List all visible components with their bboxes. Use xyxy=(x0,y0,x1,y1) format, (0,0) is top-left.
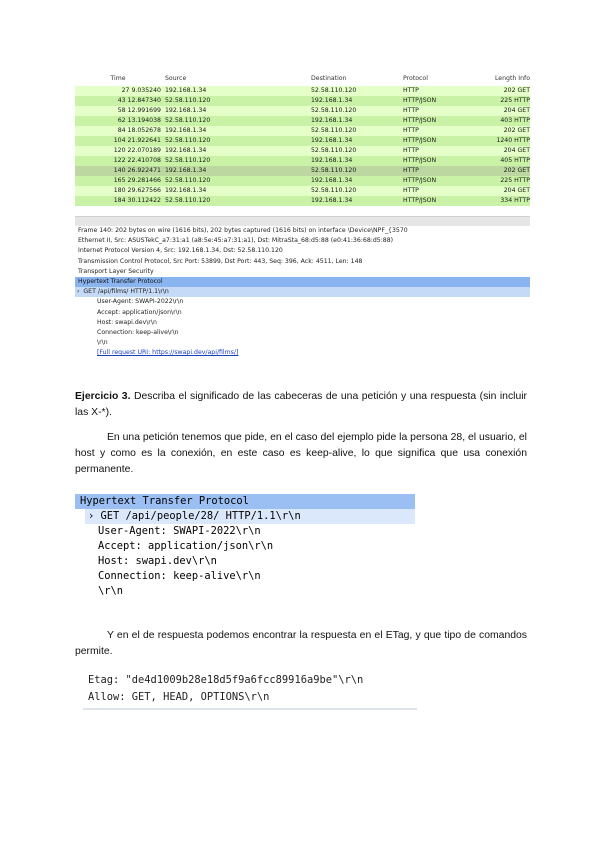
detail-request-line xyxy=(75,287,530,297)
packet-time: 120 22.070189 xyxy=(113,147,161,154)
packet-info: 204 GET xyxy=(503,187,530,194)
packet-info: 405 HTTP xyxy=(500,157,530,164)
packet-source: 192.168.1.34 xyxy=(165,87,207,94)
packet-time: 184 30.112422 xyxy=(113,197,161,204)
detail-full-uri xyxy=(75,348,530,358)
packet-destination: 192.168.1.34 xyxy=(311,197,353,204)
packet-protocol: HTTP/JSON xyxy=(403,197,437,204)
detail-header-user-agent: User-Agent: SWAPI-2022\r\n xyxy=(97,298,184,306)
packet-time: 140 26.922471 xyxy=(113,167,161,174)
packet-source: 192.168.1.34 xyxy=(165,127,207,134)
http-title: Hypertext Transfer Protocol xyxy=(75,494,415,509)
answer-response-paragraph: Y en el de respuesta podemos encontrar la respuesta en el ETag, y que tipo de comandos permite. xyxy=(75,630,527,657)
packet-source: 192.168.1.34 xyxy=(165,107,207,114)
chevron-right-icon: › xyxy=(88,510,101,522)
header-accept: Accept: application/json\r\n xyxy=(98,540,274,552)
packet-destination: 192.168.1.34 xyxy=(311,117,353,124)
detail-tls: Transport Layer Security xyxy=(78,267,154,275)
packet-source: 52.58.110.120 xyxy=(165,117,211,124)
packet-time: 62 13.194038 xyxy=(117,117,161,124)
packet-destination: 52.58.110.120 xyxy=(311,127,357,134)
packet-info: 1240 HTTP xyxy=(496,137,530,144)
packet-protocol: HTTP xyxy=(403,147,419,154)
packet-destination: 192.168.1.34 xyxy=(311,177,353,184)
detail-ip: Internet Protocol Version 4, Src: 192.168.1.34, Dst: 52.58.110.120 xyxy=(78,247,283,255)
packet-row[interactable] xyxy=(75,176,530,186)
request-line xyxy=(85,509,415,524)
response-headers-screenshot xyxy=(83,672,417,710)
header-host: Host: swapi.dev\r\n xyxy=(98,555,217,567)
packet-row[interactable] xyxy=(75,106,530,116)
packet-source: 192.168.1.34 xyxy=(165,147,207,154)
request-headers-screenshot xyxy=(75,494,415,612)
packet-source: 52.58.110.120 xyxy=(165,157,211,164)
packet-protocol: HTTP/JSON xyxy=(403,157,437,164)
packet-list-header xyxy=(75,72,530,86)
packet-source: 52.58.110.120 xyxy=(165,197,211,204)
detail-tcp: Transmission Control Protocol, Src Port: 53899, Dst Port: 443, Seq: 396, Ack: 4511, Len: 148 xyxy=(78,257,363,265)
packet-info: 225 HTTP xyxy=(500,177,530,184)
packet-destination: 192.168.1.34 xyxy=(311,157,353,164)
packet-protocol: HTTP/JSON xyxy=(403,97,437,104)
packet-destination: 52.58.110.120 xyxy=(311,107,357,114)
detail-frame: Frame 140: 202 bytes on wire (1616 bits), 202 bytes captured (1616 bits) on interface \Device\NPF_{3570 xyxy=(78,227,408,234)
packet-capture-screenshot xyxy=(75,72,530,374)
detail-header-connection: Connection: keep-alive\r\n xyxy=(97,328,179,336)
packet-source: 192.168.1.34 xyxy=(165,167,207,174)
detail-http: Hypertext Transfer Protocol xyxy=(75,277,530,287)
packet-row[interactable] xyxy=(75,126,530,136)
packet-protocol: HTTP/JSON xyxy=(403,117,437,124)
packet-time: 27 9.035240 xyxy=(121,87,161,94)
packet-destination: 52.58.110.120 xyxy=(311,167,357,174)
packet-destination: 52.58.110.120 xyxy=(311,187,357,194)
packet-destination: 52.58.110.120 xyxy=(311,87,357,94)
header-end: \r\n xyxy=(98,585,124,597)
packet-protocol: HTTP/JSON xyxy=(403,177,437,184)
packet-list xyxy=(75,86,530,206)
packet-time: 180 29.627566 xyxy=(113,187,161,194)
header-allow: Allow: GET, HEAD, OPTIONS\r\n xyxy=(88,691,270,703)
exercise-label: Ejercicio 3. xyxy=(75,391,131,402)
packet-source: 52.58.110.120 xyxy=(165,97,211,104)
packet-destination: 192.168.1.34 xyxy=(311,97,353,104)
packet-destination: 192.168.1.34 xyxy=(311,137,353,144)
packet-protocol: HTTP xyxy=(403,87,419,94)
packet-info: 204 GET xyxy=(503,147,530,154)
packet-row[interactable] xyxy=(75,166,530,176)
packet-time: 122 22.410708 xyxy=(113,157,161,164)
packet-row[interactable] xyxy=(75,196,530,206)
detail-header-host: Host: swapi.dev\r\n xyxy=(97,318,157,326)
packet-info: 334 HTTP xyxy=(500,197,530,204)
request-line-text: GET /api/films/ HTTP/1.1\r\n xyxy=(83,288,169,296)
packet-time: 84 18.052678 xyxy=(117,127,161,134)
packet-row[interactable] xyxy=(75,146,530,156)
packet-details-pane xyxy=(75,226,530,374)
column-destination: Destination xyxy=(311,75,347,82)
exercise-prompt: Describa el significado de las cabeceras de una petición y una respuesta (sin incluir las X-*). xyxy=(75,391,528,418)
packet-info: 202 GET xyxy=(503,87,530,94)
column-time: Time xyxy=(110,75,126,82)
answer-request-paragraph: En una petición tenemos que pide, en el caso del ejemplo pide la persona 28, el usuario, el host y como es la conexión, en este caso es keep-alive, lo que significa que usa conexión permanente. xyxy=(75,432,527,475)
full-uri-link: [Full request URI: https://swapi.dev/api/films/] xyxy=(97,349,239,357)
packet-row[interactable] xyxy=(75,86,530,96)
packet-row[interactable] xyxy=(75,96,530,106)
packet-time: 165 29.281466 xyxy=(113,177,161,184)
detail-ethernet: Ethernet II, Src: ASUSTekC_a7:31:a1 (a8:5e:45:a7:31:a1), Dst: MitraSta_68:d5:88 (e0:41:36:68:d5:88) xyxy=(78,237,394,245)
packet-info: 403 HTTP xyxy=(500,117,530,124)
packet-protocol: HTTP xyxy=(403,127,419,134)
exercise-paragraph xyxy=(75,389,527,421)
header-connection: Connection: keep-alive\r\n xyxy=(98,570,261,582)
header-user-agent: User-Agent: SWAPI-2022\r\n xyxy=(98,525,261,537)
packet-info: 225 HTTP xyxy=(500,97,530,104)
packet-source: 192.168.1.34 xyxy=(165,187,207,194)
detail-header-end: \r\n xyxy=(97,339,108,347)
column-source: Source xyxy=(165,75,187,82)
packet-protocol: HTTP xyxy=(403,167,419,174)
column-protocol: Protocol xyxy=(403,75,428,82)
chevron-right-icon: › xyxy=(75,288,84,296)
packet-source: 52.58.110.120 xyxy=(165,177,211,184)
packet-info: 204 GET xyxy=(503,107,530,114)
packet-protocol: HTTP/JSON xyxy=(403,137,437,144)
packet-info: 202 GET xyxy=(503,127,530,134)
request-line-text: GET /api/people/28/ HTTP/1.1\r\n xyxy=(100,510,301,522)
packet-destination: 52.58.110.120 xyxy=(311,147,357,154)
packet-row[interactable] xyxy=(75,186,530,196)
packet-protocol: HTTP xyxy=(403,107,419,114)
packet-source: 52.58.110.120 xyxy=(165,137,211,144)
packet-row[interactable] xyxy=(75,116,530,126)
column-length-info: Length Info xyxy=(494,75,530,82)
detail-header-accept: Accept: application/json\r\n xyxy=(97,308,182,316)
packet-row[interactable] xyxy=(75,136,530,146)
packet-row[interactable] xyxy=(75,156,530,166)
packet-time: 43 12.847340 xyxy=(117,97,161,104)
header-etag: Etag: "de4d1009b28e18d5f9a6fcc89916a9be"\r\n xyxy=(88,674,364,686)
packet-info: 202 GET xyxy=(503,167,530,174)
packet-protocol: HTTP xyxy=(403,187,419,194)
packet-time: 58 12.991699 xyxy=(117,107,161,114)
packet-time: 104 21.922641 xyxy=(113,137,161,144)
